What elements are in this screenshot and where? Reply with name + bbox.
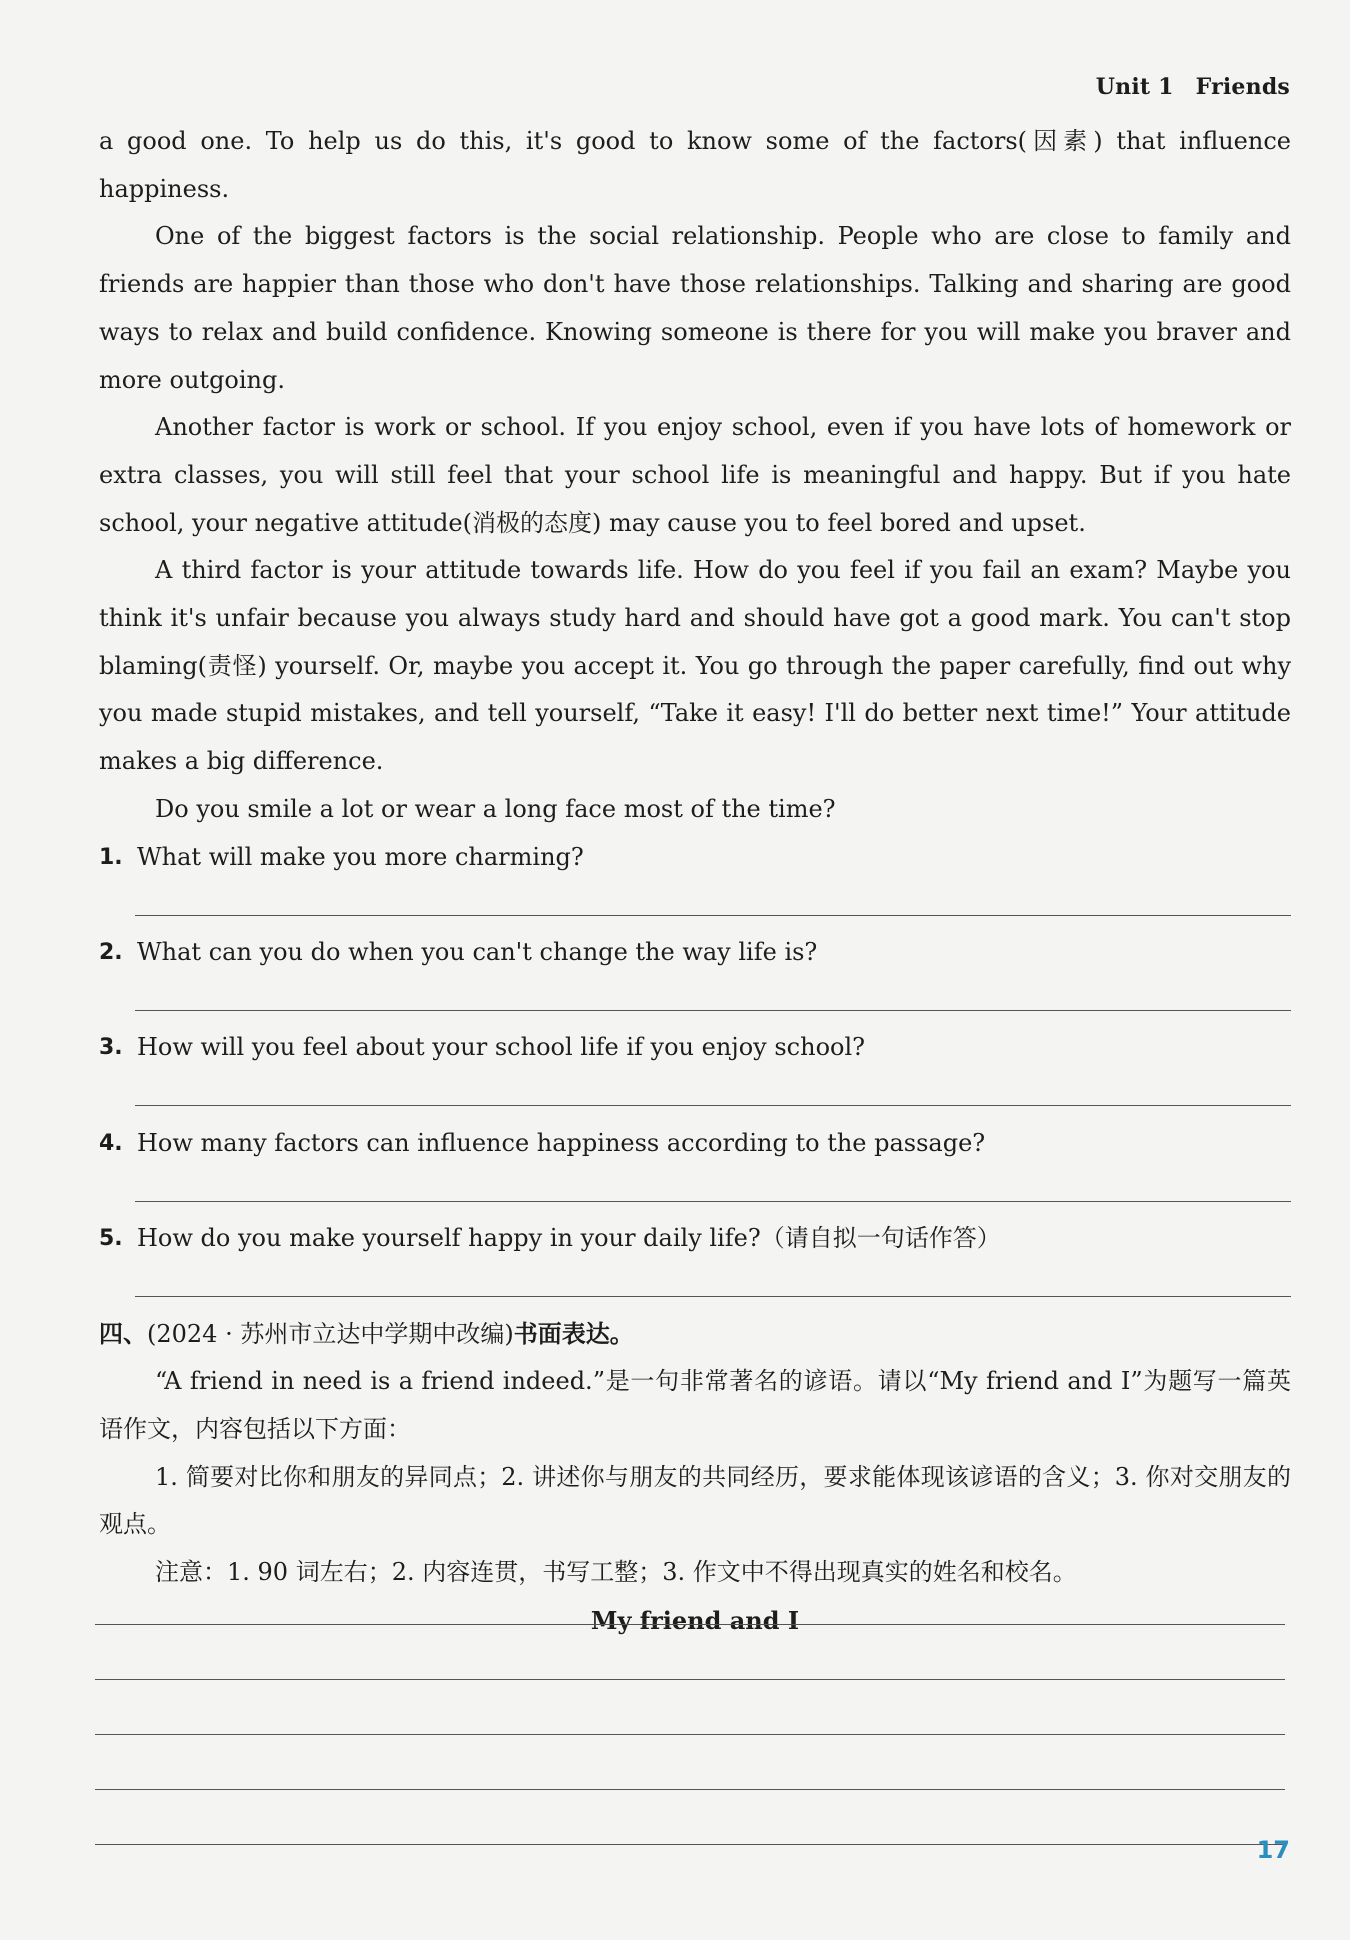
passage-paragraph: A third factor is your attitude towards life. How do you feel if you fail an exam? Maybe you think it's unfair because you always study hard and should have got a good mark. You can't stop blaming(责怪) yourself. Or, maybe you accept it. You go through the paper carefully, find out why you made stupid mistakes, and tell yourself, “Take it easy! I'll do better next time!” Your attitude makes a big difference.: [99, 556, 1291, 776]
passage-paragraph: Another factor is work or school. If you enjoy school, even if you have lots of homework or extra classes, you will still feel that your school life is meaningful and happy. But if you hate school, your negative attitude(消极的态度) may cause you to feel bored and upset.: [99, 413, 1291, 537]
answer-line-4[interactable]: [135, 1201, 1291, 1202]
answer-line-1[interactable]: [135, 915, 1291, 916]
question-3: [99, 1024, 1291, 1119]
section-heading: [99, 1311, 1291, 1359]
unit-label: Unit 1: [1095, 74, 1174, 100]
writing-requirements: 1. 简要对比你和朋友的异同点；2. 讲述你与朋友的共同经历，要求能体现该谚语的含义；3. 你对交朋友的观点。: [99, 1462, 1291, 1539]
question-number: 3.: [99, 1035, 123, 1061]
answer-line-2[interactable]: [135, 1010, 1291, 1011]
answer-line-3[interactable]: [135, 1105, 1291, 1106]
passage-paragraph: a good one. To help us do this, it's good to know some of the factors(因素) that influence happiness.: [99, 127, 1291, 203]
question-text: How will you feel about your school life if you enjoy school?: [137, 1033, 866, 1062]
writing-area[interactable]: [95, 1624, 1285, 1899]
question-text: How do you make yourself happy in your daily life?（请自拟一句话作答）: [137, 1224, 1001, 1253]
question-5: [99, 1215, 1291, 1310]
writing-line[interactable]: [95, 1789, 1285, 1790]
writing-line[interactable]: [95, 1679, 1285, 1680]
question-4: [99, 1120, 1291, 1215]
page-number: 17: [1256, 1836, 1290, 1864]
question-2: [99, 929, 1291, 1024]
passage-paragraph: Do you smile a lot or wear a long face most of the time?: [155, 794, 836, 823]
question-1: [99, 834, 1291, 929]
essay-title: My friend and I: [590, 1605, 800, 1635]
question-number: 4.: [99, 1130, 123, 1156]
question-text: What can you do when you can't change the way life is?: [137, 937, 818, 966]
passage-paragraph: One of the biggest factors is the social relationship. People who are close to family and friends are happier than those who don't have those relationships. Talking and sharing are good ways to relax and build confidence. Knowing someone is there for you will make you braver and more outgoing.: [99, 222, 1291, 394]
section-label: 书面表达。: [513, 1319, 634, 1348]
main-content: [99, 118, 1291, 1644]
question-number: 1.: [99, 844, 123, 870]
answer-line-5[interactable]: [135, 1296, 1291, 1297]
question-text: How many factors can influence happiness according to the passage?: [137, 1128, 986, 1157]
running-header: [1096, 74, 1290, 100]
writing-line[interactable]: [95, 1624, 1285, 1625]
section-number: 四、: [99, 1319, 147, 1348]
writing-line[interactable]: [95, 1734, 1285, 1735]
writing-line[interactable]: [95, 1844, 1285, 1845]
unit-title: Friends: [1195, 74, 1290, 100]
question-number: 5.: [99, 1226, 123, 1252]
writing-notes: 注意：1. 90 词左右；2. 内容连贯，书写工整；3. 作文中不得出现真实的姓名和校名。: [155, 1558, 1077, 1587]
section-source: (2024 · 苏州市立达中学期中改编): [147, 1319, 514, 1348]
question-text: What will make you more charming?: [137, 842, 584, 871]
question-number: 2.: [99, 939, 123, 965]
writing-prompt: “A friend in need is a friend indeed.”是一句非常著名的谚语。请以“My friend and I”为题写一篇英语作文，内容包括以下方面：: [99, 1367, 1291, 1443]
